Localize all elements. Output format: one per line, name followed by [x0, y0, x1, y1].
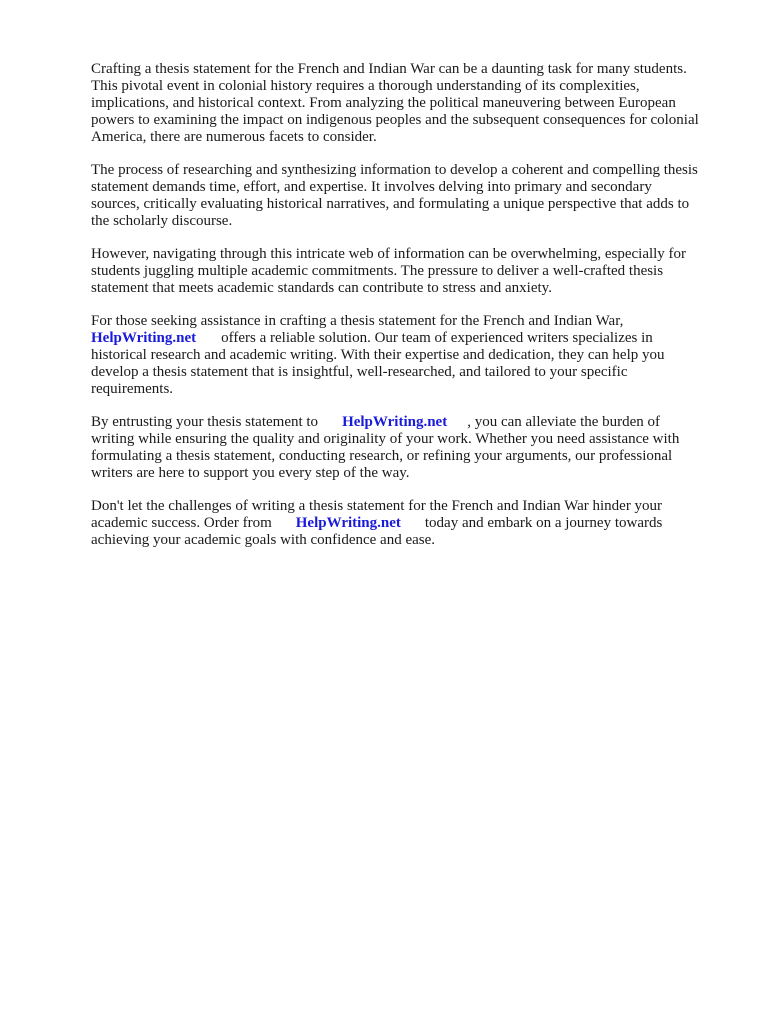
text-line: students juggling multiple academic commitments. The pressure to deliver a well-crafted thesis	[91, 263, 664, 279]
paragraph-entrusting	[91, 414, 723, 482]
text-line: statement that meets academic standards can contribute to stress and anxiety.	[91, 280, 552, 296]
text-line: develop a thesis statement that is insightful, well-researched, and tailored to your specific	[91, 364, 628, 380]
text-line	[91, 414, 723, 431]
helpwriting-link[interactable]: HelpWriting.net	[295, 515, 401, 531]
text-line: However, navigating through this intricate web of information can be overwhelming, especially for	[91, 246, 687, 262]
paragraph-challenges	[91, 246, 723, 297]
text-line	[91, 515, 723, 532]
text-line: sources, critically evaluating historical narratives, and formulating a unique perspective that adds to	[91, 196, 690, 212]
text-line: the scholarly discourse.	[91, 213, 233, 229]
text-line: statement demands time, effort, and expertise. It involves delving into primary and secondary	[91, 179, 652, 195]
text-line: formulating a thesis statement, conducting research, or refining your arguments, our professional	[91, 448, 673, 464]
text-line: Crafting a thesis statement for the French and Indian War can be a daunting task for many students.	[91, 61, 687, 77]
helpwriting-link[interactable]: HelpWriting.net	[91, 330, 197, 346]
text-fragment: , you can alleviate the burden of	[467, 414, 661, 430]
text-line: Don't let the challenges of writing a thesis statement for the French and Indian War hinder your	[91, 498, 663, 514]
text-line: requirements.	[91, 381, 174, 397]
text-fragment: By entrusting your thesis statement to	[91, 414, 319, 430]
helpwriting-link[interactable]: HelpWriting.net	[342, 414, 448, 430]
text-line	[91, 330, 723, 347]
text-line: For those seeking assistance in crafting a thesis statement for the French and Indian War,	[91, 313, 624, 329]
text-line: writing while ensuring the quality and originality of your work. Whether you need assistance with	[91, 431, 680, 447]
text-fragment: today and embark on a journey towards	[424, 515, 663, 531]
paragraph-process	[91, 162, 723, 230]
paragraph-intro	[91, 61, 723, 146]
text-line: powers to examining the impact on indigenous peoples and the subsequent consequences for colonial	[91, 112, 699, 128]
paragraph-assistance	[91, 313, 723, 398]
text-line: The process of researching and synthesizing information to develop a coherent and compelling thesis	[91, 162, 698, 178]
paragraph-call-to-action	[91, 498, 723, 549]
text-line: achieving your academic goals with confidence and ease.	[91, 532, 436, 548]
text-line: implications, and historical context. From analyzing the political maneuvering between European	[91, 95, 676, 111]
text-line: writers are here to support you every step of the way.	[91, 465, 410, 481]
text-line: America, there are numerous facets to consider.	[91, 129, 377, 145]
text-fragment: academic success. Order from	[91, 515, 272, 531]
text-line: historical research and academic writing. With their expertise and dedication, they can help you	[91, 347, 665, 363]
text-fragment: offers a reliable solution. Our team of experienced writers specializes in	[221, 330, 653, 346]
text-line: This pivotal event in colonial history requires a thorough understanding of its complexities,	[91, 78, 640, 94]
